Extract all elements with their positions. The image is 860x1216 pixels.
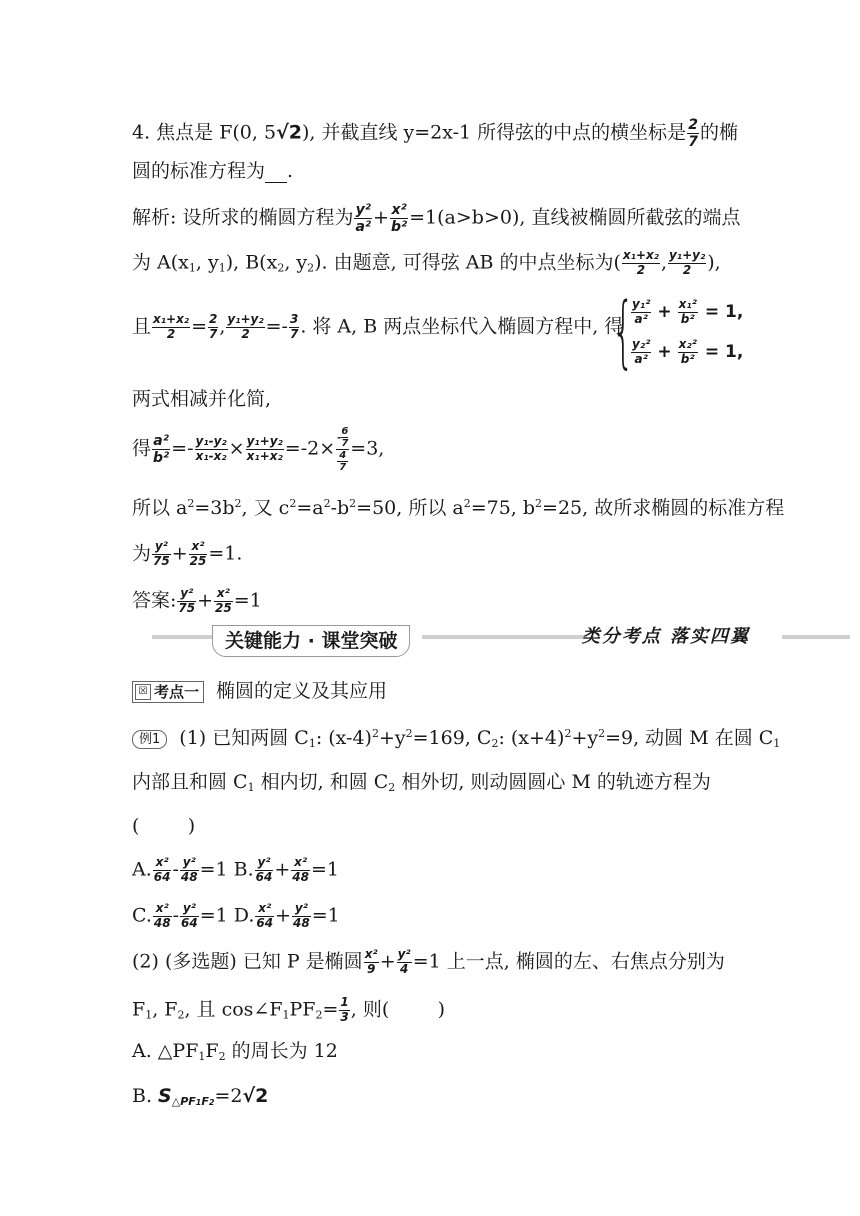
superscript: 2 [535,497,543,510]
text: =169, C [412,727,492,749]
fraction: $\frac{\text{y₁+y₂}}{\text{x₁+x₂}}$ [246,434,283,463]
fraction: $\frac{\text{x²}}{64}$ [256,901,274,930]
subscript: 1 [218,261,226,275]
part-2-option-a [132,1040,800,1063]
text: 得 [132,437,152,460]
subscript: 2 [277,261,285,275]
text: - [172,858,179,881]
answer-line [132,587,800,616]
text: , [660,251,667,274]
text: = 1, [704,342,744,362]
text: . 将 A, B 两点坐标代入椭圆方程中, 得 [300,315,624,338]
fraction: $\frac{\text{y₁+y₂}}{2}$ [668,248,706,277]
answer-blank [265,164,287,183]
text: + [275,904,292,927]
fraction: $\frac{\text{x²}}{\text{b²}}$ [390,202,408,236]
text: =1(a>b>0), 直线被椭圆所截弦的端点 [409,206,741,229]
subscript: 2 [177,1008,185,1022]
example-line-1 [132,727,800,750]
fraction: $\frac{\text{x²}}{25}$ [215,586,232,615]
text: 两式相减并化简, [132,388,272,410]
text: =1 [311,904,340,927]
fraction: $\frac{\text{y₁-y₂}}{\text{x₁-x₂}}$ [195,434,227,463]
text: = [191,315,207,338]
text: F [205,1040,219,1062]
superscript: 2 [187,497,195,510]
divider [782,635,850,639]
fraction: $\frac{\text{x²}}{48}$ [153,901,171,930]
text: +y [571,727,599,749]
fraction: $\frac{\text{y₂²}}{\text{a²}}$ [632,336,651,366]
fraction: $\frac{\text{x²}}{9}$ [364,947,378,976]
text: : (x+4) [498,727,565,749]
option-a-label: A. [132,858,152,881]
sqrt-two: √2 [242,1085,269,1107]
text: =25, 故所求椭圆的标准方程 [542,497,785,519]
subscript: 2 [388,781,396,794]
text: -b [330,497,350,519]
text: =1 上一点, 椭圆的左、右焦点分别为 [412,950,725,973]
text: =75, b [470,497,536,519]
options-row-cd [132,902,800,931]
text: 为 A(x [132,251,189,274]
sqrt-two: √2 [276,121,302,144]
text: + [197,589,214,612]
part-2-option-b [132,1085,800,1108]
problem-4-line-2 [132,160,800,183]
fraction: $\frac{\text{y²}}{64}$ [181,901,198,930]
fraction: $\frac{2}{7}$ [208,312,218,341]
text: 的椭 [699,121,738,144]
solution-line-2 [132,249,800,278]
system-row-1 [630,292,743,332]
text: B. [132,1085,159,1107]
divider [422,635,587,639]
text: + [657,342,672,362]
text: A. △PF [132,1040,199,1062]
text: : (x-4) [315,727,372,749]
text: =a [296,497,324,519]
kaodian-badge [132,681,204,703]
text: , y [284,251,308,274]
superscript: 2 [323,497,331,510]
text: =- [265,315,288,338]
fraction: $\frac{\text{x²}}{64}$ [153,855,171,884]
text: - [172,904,180,927]
fraction: $\frac{\text{x₁²}}{\text{b²}}$ [678,296,697,326]
superscript: 2 [371,727,379,740]
option-c-label: C. [132,904,152,927]
subscript: 1 [773,737,781,750]
section-slogan: 类分考点 落实四翼 [581,626,750,647]
text: 考点一 [154,683,200,701]
solution-line-3 [132,312,624,342]
subscript: 1 [308,737,316,750]
subscript: 1 [145,1008,153,1022]
text: =1 [310,858,339,881]
text: =2 [214,1085,243,1107]
text: 所以 a [132,497,188,519]
subscript: 1 [247,781,255,794]
superscript: 2 [598,727,606,740]
fraction: $\frac{\text{x₂²}}{\text{b²}}$ [678,336,697,366]
kaodian-heading [132,680,800,703]
section-header [132,625,850,665]
option-b-label: B. [227,858,254,881]
subscript: 1 [282,1008,290,1022]
solution-line-6 [132,497,800,520]
fraction: $\frac{\text{y²}}{64}$ [255,855,273,884]
part-2-line-1 [132,948,800,977]
equation-system [612,287,744,377]
superscript: 2 [234,497,242,510]
text: , 又 c [241,497,290,519]
text: =1 [199,858,228,881]
text: 的周长为 12 [225,1040,338,1062]
subscript: 2 [307,261,315,275]
text: 4. 焦点是 F(0, 5 [132,121,277,144]
fraction: $\frac{\text{x₁+x₂}}{2}$ [622,248,659,277]
solution-line-5 [132,426,800,473]
text: ). 由题意, 可得弦 AB 的中点坐标为( [314,251,621,274]
text: × [228,437,245,460]
text: =1 [233,589,262,612]
fraction: $\frac{\text{x²}}{48}$ [292,855,309,884]
subscript: 2 [315,1008,323,1022]
fraction-2-7: $\frac{2}{7}$ [688,117,698,151]
fraction: $\frac{\text{y²}}{48}$ [180,855,198,884]
text: , 且 cos∠F [184,998,283,1021]
example-line-3 [132,815,800,838]
system-rows [630,292,743,372]
fraction: $\frac{3}{7}$ [289,312,299,341]
text: =- [171,437,194,460]
checkbox-icon: ☒ [135,684,151,700]
text: =-2× [284,437,336,460]
fraction: $\frac{\text{y₁²}}{\text{a²}}$ [632,296,651,326]
section-title: 关键能力 · 课堂突破 [212,625,410,657]
solution-line-4 [132,388,800,411]
subscript: 2 [218,1050,226,1063]
kaodian-title: 椭圆的定义及其应用 [216,680,388,702]
text: =3, [350,437,385,460]
text: , [219,315,226,338]
text: , F [152,998,178,1021]
left-brace: { [612,287,635,377]
text: +y [378,727,406,749]
answer-label: 答案: [132,589,177,612]
text: ), 并截直线 y=2x-1 所得弦的中点的横坐标是 [301,121,687,144]
text: 为 [132,542,152,565]
answer-bracket: ( ) [132,815,196,837]
fraction: $\frac{\text{x²}}{25}$ [189,539,207,568]
text: 内部且和圆 C [132,771,248,793]
part-2-line-2 [132,996,800,1025]
subscript: 2 [491,737,499,750]
text: (2) (多选题) 已知 P 是椭圆 [132,950,363,973]
text: + [373,206,389,229]
subscript: 1 [188,261,196,275]
text: =3b [194,497,235,519]
text: , 则( ) [350,998,445,1021]
text: 相内切, 和圆 C [254,771,389,793]
text: =1 [199,904,228,927]
text: F [132,998,146,1021]
text: . [287,160,294,182]
text: 解析: 设所求的椭圆方程为 [132,206,354,229]
fraction: $\frac{1}{3}$ [340,995,349,1024]
superscript: 2 [405,727,413,740]
superscript: 2 [564,727,572,740]
text: =50, 所以 a [356,497,464,519]
options-row-ab [132,856,800,885]
text: (1) 已知两圆 C [179,727,309,749]
example-line-2 [132,771,800,794]
area-symbol: S [158,1085,172,1107]
example-badge: 例1 [132,730,167,749]
text: = 1, [704,302,744,322]
subscript: 1 [198,1050,206,1063]
solution-line-7 [132,540,800,569]
problem-4-line-1 [132,117,800,150]
fraction: $\frac{\text{y²}}{75}$ [178,586,196,615]
fraction: $\frac{\text{x₁+x₂}}{2}$ [153,312,190,341]
fraction: $\frac{\text{y₁+y₂}}{2}$ [227,312,264,341]
text: 且 [132,315,152,338]
text: + [657,302,672,322]
text: + [171,542,188,565]
superscript: 2 [463,497,471,510]
option-d-label: D. [227,904,255,927]
text: , y [195,251,219,274]
text: ), B(x [225,251,278,274]
area-subscript: △PF1F2 [171,1095,215,1108]
superscript: 2 [289,497,297,510]
text: 圆的标准方程为 [132,160,266,182]
fraction: $\frac{\text{y²}}{4}$ [397,947,411,976]
superscript: 2 [349,497,357,510]
fraction: $\frac{\text{y²}}{48}$ [293,901,310,930]
text: = [322,998,339,1021]
system-row-2 [630,332,743,372]
text: + [274,858,291,881]
solution-line-1 [132,202,800,235]
text: PF [289,998,316,1021]
text: + [379,950,396,973]
text: =9, 动圆 M 在圆 C [605,727,774,749]
fraction: $\frac{\text{y²}}{75}$ [153,539,170,568]
fraction: $\frac{\text{a²}}{\text{b²}}$ [153,432,170,466]
text: =1. [208,542,243,565]
text: 相外切, 则动圆圆心 M 的轨迹方程为 [395,771,711,793]
text: ), [707,251,721,274]
fraction: $\frac{\text{y²}}{\text{a²}}$ [355,202,372,236]
compound-fraction: - $\frac{6}{7}$ 4 7 [337,426,349,473]
